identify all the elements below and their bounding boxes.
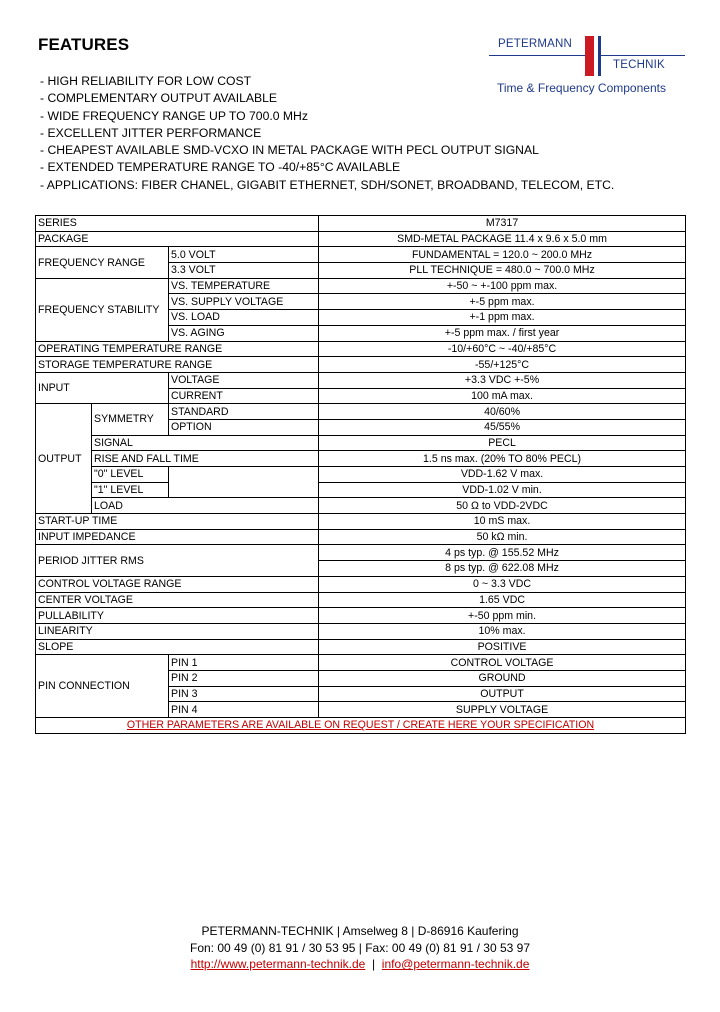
- feature-item: - CHEAPEST AVAILABLE SMD-VCXO IN METAL PACKAGE WITH PECL OUTPUT SIGNAL: [40, 143, 539, 158]
- spec-sublabel: VS. TEMPERATURE: [169, 278, 319, 294]
- spec-label: LINEARITY: [36, 623, 319, 639]
- spec-value: PLL TECHNIQUE = 480.0 ~ 700.0 MHz: [319, 263, 686, 279]
- footer-links: [0, 956, 720, 973]
- page-title: FEATURES: [38, 35, 130, 54]
- spec-value: -55/+125°C: [319, 357, 686, 373]
- spec-value: CONTROL VOLTAGE: [319, 655, 686, 671]
- spec-label: START-UP TIME: [36, 514, 319, 530]
- table-row: [36, 718, 686, 734]
- table-row: [36, 278, 686, 294]
- table-row: [36, 247, 686, 263]
- spec-value: 40/60%: [319, 404, 686, 420]
- spec-value: +3.3 VDC +-5%: [319, 372, 686, 388]
- spec-sublabel: PIN 2: [169, 670, 319, 686]
- spec-value: -10/+60°C ~ -40/+85°C: [319, 341, 686, 357]
- table-row: [36, 372, 686, 388]
- table-row: [36, 498, 686, 514]
- spec-sublabel: PIN 4: [169, 702, 319, 718]
- spec-label: FREQUENCY RANGE: [36, 247, 169, 278]
- footer-separator: |: [365, 957, 382, 972]
- table-row: [36, 623, 686, 639]
- spec-label: CENTER VOLTAGE: [36, 592, 319, 608]
- table-row: [36, 545, 686, 561]
- spec-value: 1.65 VDC: [319, 592, 686, 608]
- spec-label: INPUT: [36, 372, 169, 403]
- table-row: [36, 467, 686, 483]
- spec-value: VDD-1.62 V max.: [319, 467, 686, 483]
- specification-table: [35, 215, 686, 734]
- spec-value: 45/55%: [319, 419, 686, 435]
- footer-phone: Fon: 00 49 (0) 81 91 / 30 53 95 | Fax: 00 49 (0) 81 91 / 30 53 97: [189, 940, 530, 955]
- spec-label: STORAGE TEMPERATURE RANGE: [36, 357, 319, 373]
- logo-blue-bar: [598, 36, 601, 76]
- table-row: [36, 608, 686, 624]
- spec-value: M7317: [319, 216, 686, 232]
- feature-item: - WIDE FREQUENCY RANGE UP TO 700.0 MHz: [40, 108, 308, 123]
- feature-item: - EXTENDED TEMPERATURE RANGE TO -40/+85°C AVAILABLE: [40, 160, 401, 175]
- table-row: [36, 404, 686, 420]
- spec-value: 10 mS max.: [319, 514, 686, 530]
- website-link[interactable]: http://www.petermann-technik.de: [190, 957, 366, 972]
- table-row: [36, 341, 686, 357]
- spec-sublabel: 3.3 VOLT: [169, 263, 319, 279]
- table-row: [36, 655, 686, 671]
- table-row: [36, 514, 686, 530]
- spec-label: PIN CONNECTION: [36, 655, 169, 718]
- spec-value: 100 mA max.: [319, 388, 686, 404]
- spec-value: +-50 ~ +-100 ppm max.: [319, 278, 686, 294]
- spec-value: 0 ~ 3.3 VDC: [319, 576, 686, 592]
- spec-value: SUPPLY VOLTAGE: [319, 702, 686, 718]
- spec-label: SERIES: [36, 216, 319, 232]
- spec-value: POSITIVE: [319, 639, 686, 655]
- spec-sublabel: "0" LEVEL: [92, 467, 169, 483]
- logo-line: [601, 55, 685, 56]
- spec-sublabel: VS. AGING: [169, 325, 319, 341]
- logo-red-bar: [585, 36, 594, 76]
- table-row: [36, 592, 686, 608]
- spec-label: OUTPUT: [36, 404, 92, 514]
- table-row: [36, 357, 686, 373]
- table-row: [36, 231, 686, 247]
- email-link[interactable]: info@petermann-technik.de: [381, 957, 530, 972]
- footer: [0, 923, 720, 973]
- spec-label: PULLABILITY: [36, 608, 319, 624]
- spec-label: OPERATING TEMPERATURE RANGE: [36, 341, 319, 357]
- table-row: [36, 435, 686, 451]
- spec-sublabel: LOAD: [92, 498, 319, 514]
- spec-value: 50 Ω to VDD-2VDC: [319, 498, 686, 514]
- feature-item: - HIGH RELIABILITY FOR LOW COST: [40, 74, 252, 88]
- spec-sublabel: PIN 1: [169, 655, 319, 671]
- feature-item: - APPLICATIONS: FIBER CHANEL, GIGABIT ETHERNET, SDH/SONET, BROADBAND, TELECOM, ETC.: [40, 177, 615, 192]
- spec-label: SLOPE: [36, 639, 319, 655]
- spec-sublabel: CURRENT: [169, 388, 319, 404]
- spec-value: +-5 ppm max.: [319, 294, 686, 310]
- spec-value: OUTPUT: [319, 686, 686, 702]
- table-row: [36, 451, 686, 467]
- table-row: [36, 216, 686, 232]
- feature-item: - COMPLEMENTARY OUTPUT AVAILABLE: [40, 91, 278, 106]
- spec-value: GROUND: [319, 670, 686, 686]
- table-row: [36, 639, 686, 655]
- table-row: [36, 529, 686, 545]
- spec-label: PERIOD JITTER RMS: [36, 545, 319, 576]
- spec-value: 4 ps typ. @ 155.52 MHz: [319, 545, 686, 561]
- spec-value: 50 kΩ min.: [319, 529, 686, 545]
- spec-value: 8 ps typ. @ 622.08 MHz: [319, 561, 686, 577]
- spec-value: VDD-1.02 V min.: [319, 482, 686, 498]
- feature-item: - EXCELLENT JITTER PERFORMANCE: [40, 125, 262, 140]
- logo-line: [489, 55, 585, 56]
- spec-value: 10% max.: [319, 623, 686, 639]
- spec-value: SMD-METAL PACKAGE 11.4 x 9.6 x 5.0 mm: [319, 231, 686, 247]
- spec-sublabel: "1" LEVEL: [92, 482, 169, 498]
- features-list: [40, 73, 614, 194]
- spec-sublabel: PIN 3: [169, 686, 319, 702]
- spec-value: FUNDAMENTAL = 120.0 ~ 200.0 MHz: [319, 247, 686, 263]
- table-row: [36, 482, 686, 498]
- spec-sublabel: SIGNAL: [92, 435, 319, 451]
- footer-address: PETERMANN-TECHNIK | Amselweg 8 | D-86916 Kaufering: [201, 924, 519, 938]
- spec-value: +-5 ppm max. / first year: [319, 325, 686, 341]
- logo-brand-line1: PETERMANN: [498, 38, 573, 50]
- spec-label: INPUT IMPEDANCE: [36, 529, 319, 545]
- spec-value: +-50 ppm min.: [319, 608, 686, 624]
- table-row: [36, 576, 686, 592]
- spec-sublabel: RISE AND FALL TIME: [92, 451, 319, 467]
- spec-blank: [169, 467, 319, 498]
- spec-sublabel: VOLTAGE: [169, 372, 319, 388]
- spec-value: +-1 ppm max.: [319, 310, 686, 326]
- spec-sublabel: VS. LOAD: [169, 310, 319, 326]
- spec-sublabel: SYMMETRY: [92, 404, 169, 435]
- spec-sublabel: STANDARD: [169, 404, 319, 420]
- spec-value: 1.5 ns max. (20% TO 80% PECL): [319, 451, 686, 467]
- logo-tagline: Time & Frequency Components: [497, 81, 666, 95]
- spec-sublabel: VS. SUPPLY VOLTAGE: [169, 294, 319, 310]
- spec-value: PECL: [319, 435, 686, 451]
- request-note-link[interactable]: OTHER PARAMETERS ARE AVAILABLE ON REQUEST / CREATE HERE YOUR SPECIFICATION: [36, 718, 686, 734]
- spec-label: FREQUENCY STABILITY: [36, 278, 169, 341]
- logo-brand-line2: TECHNIK: [613, 59, 665, 71]
- spec-label: PACKAGE: [36, 231, 319, 247]
- spec-sublabel: 5.0 VOLT: [169, 247, 319, 263]
- spec-sublabel: OPTION: [169, 419, 319, 435]
- spec-label: CONTROL VOLTAGE RANGE: [36, 576, 319, 592]
